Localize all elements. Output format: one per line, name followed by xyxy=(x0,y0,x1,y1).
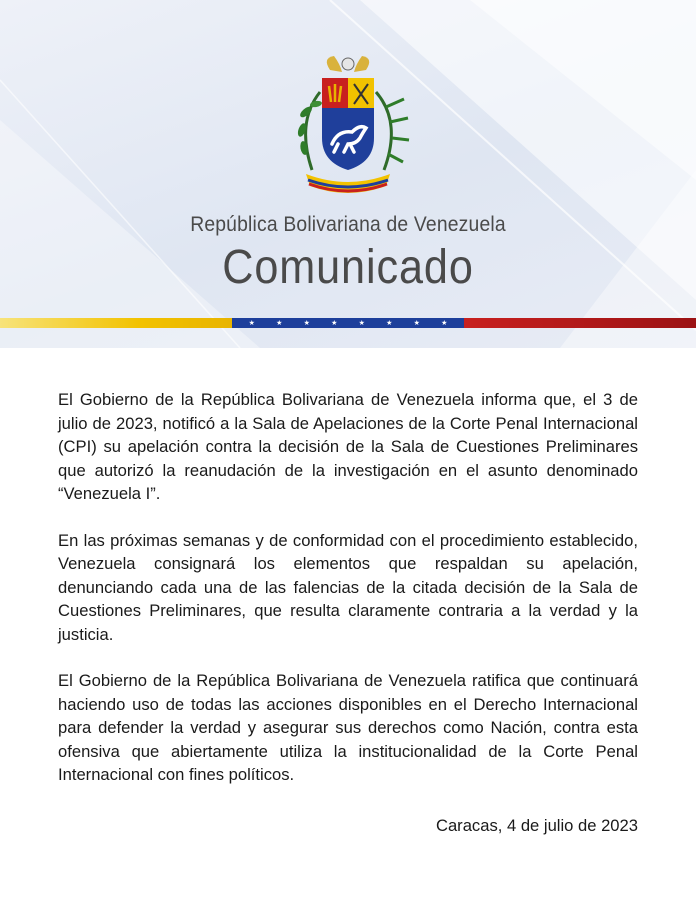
star-icon: ★ xyxy=(331,320,338,327)
communique-body xyxy=(58,388,638,810)
star-icon: ★ xyxy=(276,320,283,327)
flag-stripe-red xyxy=(464,318,696,328)
republic-name: República Bolivariana de Venezuela xyxy=(190,213,506,236)
flag-stripe-blue xyxy=(232,318,464,328)
star-icon: ★ xyxy=(303,320,310,327)
paragraph-1: El Gobierno de la República Bolivariana de Venezuela informa que, el 3 de julio de 2023, notificó a la Sala de Apelaciones de la Corte Penal Internacional (CPI) su apelación contra la decisión de la Sala de Cuestiones Preliminares que autorizó la reanudación de la investigación en el asunto denominado “Venezuela I”. xyxy=(58,390,638,503)
page-title: Comunicado xyxy=(222,241,474,294)
star-icon: ★ xyxy=(386,320,393,327)
star-icon: ★ xyxy=(413,320,420,327)
star-icon: ★ xyxy=(441,320,448,327)
star-icon: ★ xyxy=(248,320,255,327)
flag-stripe xyxy=(0,318,696,328)
star-icon: ★ xyxy=(358,320,365,327)
place-and-date: Caracas, 4 de julio de 2023 xyxy=(435,816,638,835)
coat-of-arms-icon xyxy=(282,52,414,200)
flag-stripe-yellow xyxy=(0,318,232,328)
header xyxy=(0,0,696,348)
paragraph-2: En las próximas semanas y de conformidad con el procedimiento establecido, Venezuela consignará los elementos que respaldan su apelación, denunciando cada una de las falencias de la citada decisión de la Sala de Cuestiones Preliminares, que resulta claramente contraria a la verdad y la justicia. xyxy=(58,530,638,644)
paragraph-3: El Gobierno de la República Bolivariana de Venezuela ratifica que continuará haciendo uso de todas las acciones disponibles en el Derecho Internacional para defender la verdad y asegurar sus derechos como Nación, contra esta ofensiva que abiertamente utiliza la institucionalidad de la Corte Penal Internacional con fines políticos. xyxy=(58,671,638,784)
